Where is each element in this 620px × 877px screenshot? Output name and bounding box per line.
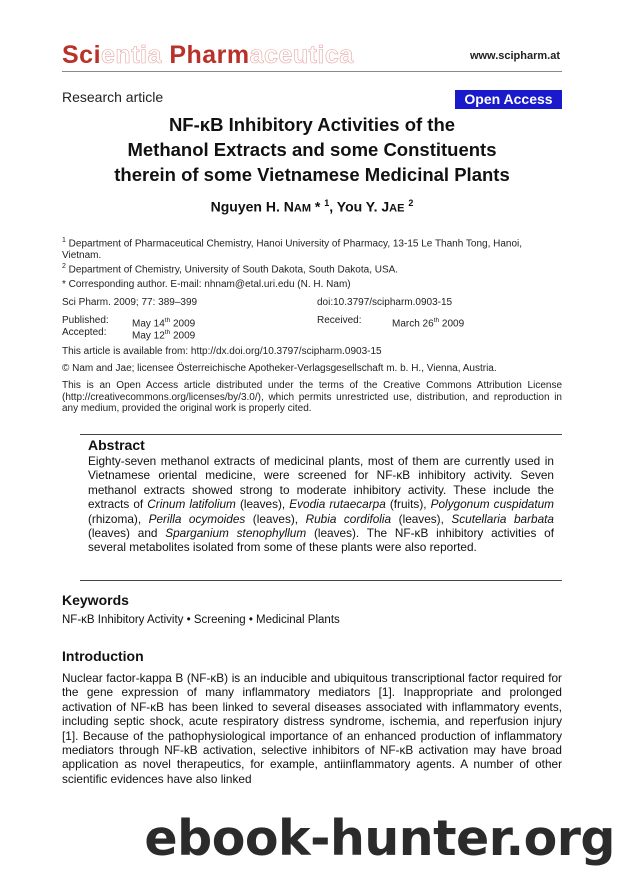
author-family-initial: J [381,198,390,215]
abstract-heading: Abstract [88,437,145,453]
logo-part: Pharm [169,41,250,69]
logo-part: entia [101,41,170,69]
plant-name: Rubia cordifolia [305,511,392,526]
published-date: May 14th 2009 [132,317,196,330]
abstract-fragment: (fruits), [385,497,431,512]
plant-name: Evodia rutaecarpa [289,497,386,512]
doi[interactable]: doi:10.3797/scipharm.0903-15 [317,297,453,308]
abstract-fragment: (leaves). The NF-κB inhibitory activities of several metabolites isolated from some of these plants were also reported. [88,526,554,555]
article-meta [62,297,562,342]
title-line: Methanol Extracts and some Constituents [127,139,497,160]
accepted-date: May 12th 2009 [132,329,196,342]
corresponding-mark: * [310,198,325,215]
author-list [62,198,562,215]
article-type: Research article [62,89,164,105]
author-separator: , [329,198,337,215]
journal-website[interactable]: www.scipharm.at [469,50,560,62]
journal-logo [62,41,354,70]
meta-row [62,315,562,330]
affiliation-text: Department of Pharmaceutical Chemistry, Hanoi University of Pharmacy, 13-15 Le Thanh Tong, Hanoi, Vietnam. [62,238,523,261]
meta-row [62,297,562,309]
abstract-fragment: (leaves) and [88,526,166,541]
abstract-section [80,434,562,581]
open-access-badge: Open Access [455,90,562,109]
affiliation-ref: 2 [408,198,414,208]
introduction-text: Nuclear factor-kappa B (NF-κB) is an inducible and ubiquitous transcriptional factor required for the gene expression of many inflammatory mediators [1]. Inappropriate and prolonged activation of NF-κB has been linked to several diseases associated with inflammatory events, including septic shock, acute respiratory distress syndrome, ischemia, and reperfusion injury [1]. Because of the pathophysiological importance of an enhanced production of inflammatory mediators through NF-kB activation, selective inhibitors of NF-κB activation may have broad application as novel therapeutics, for example, antiinflammatory agents. A number of other scientific evidences have also linked [62,671,562,786]
logo-part: aceutica [249,41,354,69]
author-family-initial: N [283,198,294,215]
affiliation-text: Department of Chemistry, University of South Dakota, South Dakota, USA. [65,264,399,276]
title-line: therein of some Vietnamese Medicinal Plants [114,164,510,185]
plant-name: Polygonum cuspidatum [430,497,554,512]
plant-name: Sparganium stenophyllum [165,526,307,541]
copyright-note: © Nam and Jae; licensee Österreichische Apotheker-Verlagsgesellschaft m. b. H., Vienna, Austria. [62,363,497,374]
meta-row [62,327,562,342]
affiliation-number: 2 [62,263,66,271]
affiliation-number: 1 [62,237,66,244]
abstract-fragment: (leaves), [235,497,290,512]
received-label: Received: [317,315,362,326]
logo-part: Sci [62,41,102,69]
plant-name: Perilla ocymoides [148,511,246,526]
affiliations [62,235,562,276]
abstract-fragment: Eighty-seven methanol extracts of medicinal plants, most of them are currently used in Vietnamese oriental medicine, were screened for NF-κB inhibitory activity. Seven methanol extracts showed strong to moderate inhibitory activity. These include the extracts of [88,454,554,512]
abstract-fragment: (leaves), [391,511,452,526]
published-label: Published: [62,315,109,326]
license-note: This is an Open Access article distributed under the terms of the Creative Commons Attribution License (http://creativecommons.org/licenses/by/3.0/), which permits unrestricted use, distribution, and reproduction in any medium, provided the original work is properly cited. [62,380,562,414]
keywords-heading: Keywords [62,592,129,608]
plant-name: Crinum latifolium [147,497,236,512]
affiliation-ref: 1 [324,198,330,208]
title-line: NF-κB Inhibitory Activities of the [168,114,456,135]
abstract-text [88,454,554,555]
corresponding-author: * Corresponding author. E-mail: nhnam@etal.uri.edu (N. H. Nam) [62,279,351,290]
author-given-name: Nguyen H. [210,198,284,215]
keywords-text: NF-κB Inhibitory Activity • Screening • Medicinal Plants [62,614,340,626]
introduction-heading: Introduction [62,648,144,664]
accepted-label: Accepted: [62,327,107,338]
journal-masthead [62,36,562,72]
article-title [62,112,562,187]
citation: Sci Pharm. 2009; 77: 389–399 [62,297,198,308]
abstract-fragment: (leaves), [245,511,306,526]
affiliation-2 [62,261,562,276]
affiliation-1 [62,235,562,261]
availability-note: This article is available from: http://dx.doi.org/10.3797/scipharm.0903-15 [62,346,382,357]
plant-name: Scutellaria barbata [451,511,554,526]
author-family-rest: AM [293,202,311,215]
abstract-fragment: (rhizoma), [88,511,149,526]
author-given-name: You Y. [336,198,382,215]
author-family-rest: AE [389,202,405,215]
watermark: ebook-hunter.org [144,810,615,867]
received-date: March 26th 2009 [392,317,465,330]
